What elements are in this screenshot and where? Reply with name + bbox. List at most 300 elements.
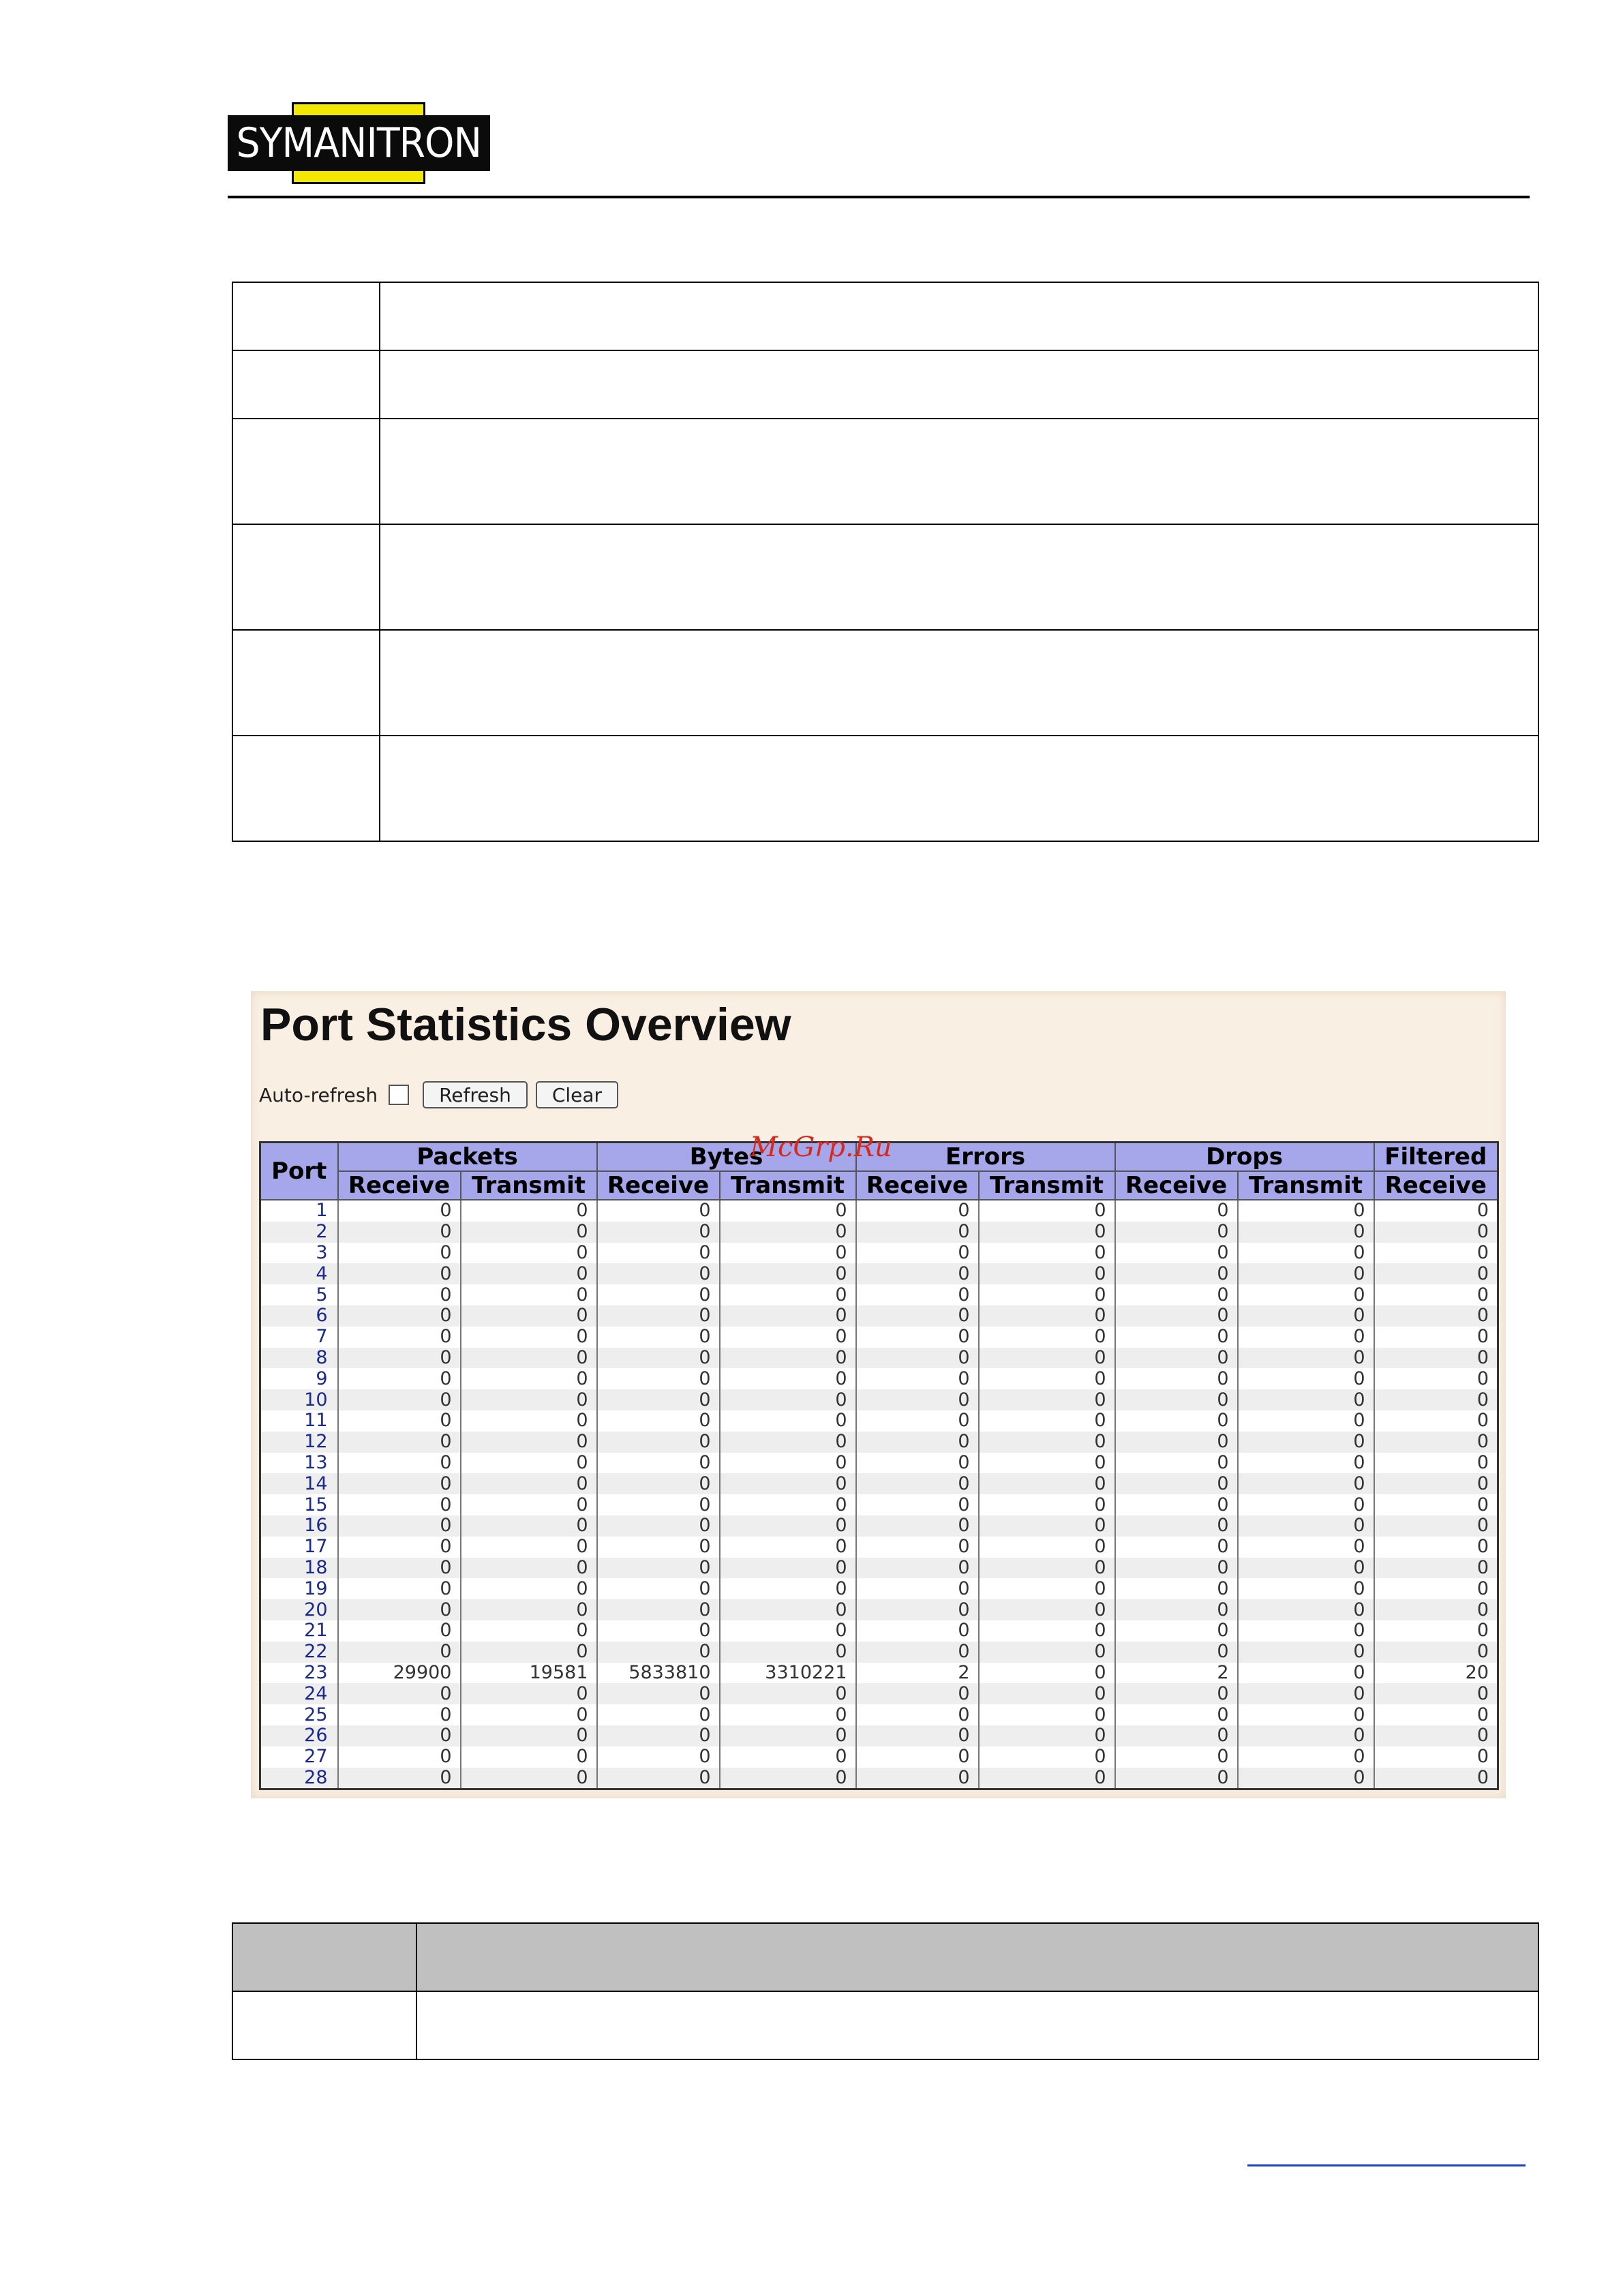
table-header-cell	[416, 1923, 1538, 1991]
logo-black-band	[228, 115, 490, 171]
auto-refresh-checkbox[interactable]	[389, 1085, 409, 1105]
stat-value-cell: 0	[720, 1768, 856, 1789]
table-row	[260, 1558, 1498, 1579]
stat-value-cell: 0	[720, 1537, 856, 1558]
stat-value-cell: 0	[1115, 1473, 1238, 1494]
stat-value-cell: 0	[856, 1725, 979, 1747]
stat-value-cell: 0	[597, 1348, 720, 1369]
stat-value-cell: 0	[597, 1768, 720, 1789]
stat-value-cell: 0	[338, 1683, 461, 1704]
stat-value-cell: 0	[1115, 1222, 1238, 1243]
port-statistics-table	[259, 1141, 1499, 1790]
header-rule	[228, 196, 1530, 198]
table-row	[260, 1305, 1498, 1327]
stats-table-body	[260, 1200, 1498, 1789]
stat-value-cell: 0	[1238, 1494, 1374, 1515]
port-number-cell: 9	[260, 1368, 338, 1389]
stat-value-cell: 0	[720, 1305, 856, 1327]
stat-value-cell: 0	[1238, 1537, 1374, 1558]
table-cell	[380, 350, 1538, 419]
stat-value-cell: 0	[338, 1305, 461, 1327]
stat-value-cell: 0	[338, 1578, 461, 1599]
stat-value-cell: 0	[461, 1578, 597, 1599]
stat-value-cell: 0	[856, 1704, 979, 1725]
stat-value-cell: 0	[597, 1494, 720, 1515]
stat-value-cell: 0	[1115, 1704, 1238, 1725]
stat-value-cell: 0	[1374, 1725, 1498, 1747]
stat-value-cell: 0	[979, 1663, 1115, 1684]
stat-value-cell: 0	[461, 1683, 597, 1704]
stat-value-cell: 0	[597, 1453, 720, 1474]
table-cell	[232, 1991, 416, 2059]
stat-value-cell: 0	[979, 1389, 1115, 1410]
stat-value-cell: 0	[979, 1410, 1115, 1432]
stat-value-cell: 0	[1115, 1348, 1238, 1369]
stat-value-cell: 0	[1238, 1768, 1374, 1789]
table-cell	[380, 630, 1538, 736]
port-number-cell: 28	[260, 1768, 338, 1789]
group-header-packets: Packets	[338, 1143, 597, 1172]
stat-value-cell: 0	[597, 1222, 720, 1243]
stat-value-cell: 19581	[461, 1663, 597, 1684]
stat-value-cell: 0	[856, 1368, 979, 1389]
table-row	[232, 282, 1538, 350]
table-row	[260, 1747, 1498, 1768]
stat-value-cell: 0	[979, 1243, 1115, 1264]
stat-value-cell: 0	[461, 1389, 597, 1410]
stat-value-cell: 0	[1374, 1473, 1498, 1494]
stat-value-cell: 0	[856, 1620, 979, 1642]
stat-value-cell: 0	[597, 1263, 720, 1284]
stat-value-cell: 0	[720, 1725, 856, 1747]
stat-value-cell: 0	[461, 1368, 597, 1389]
stat-value-cell: 0	[338, 1494, 461, 1515]
stat-value-cell: 0	[338, 1263, 461, 1284]
stat-value-cell: 0	[856, 1222, 979, 1243]
stat-value-cell: 0	[1238, 1368, 1374, 1389]
stat-value-cell: 0	[597, 1558, 720, 1579]
table-row	[260, 1243, 1498, 1264]
stat-value-cell: 0	[856, 1348, 979, 1369]
stat-value-cell: 0	[597, 1368, 720, 1389]
stat-value-cell: 0	[1115, 1768, 1238, 1789]
stat-value-cell: 3310221	[720, 1663, 856, 1684]
stat-value-cell: 0	[338, 1222, 461, 1243]
sub-header: Receive	[338, 1171, 461, 1200]
table-row	[260, 1599, 1498, 1620]
port-number-cell: 6	[260, 1305, 338, 1327]
stat-value-cell: 0	[1115, 1327, 1238, 1348]
sub-header: Receive	[1374, 1171, 1498, 1200]
stat-value-cell: 0	[979, 1305, 1115, 1327]
stat-value-cell: 0	[720, 1368, 856, 1389]
stat-value-cell: 0	[979, 1263, 1115, 1284]
stat-value-cell: 0	[1374, 1683, 1498, 1704]
table-row	[260, 1642, 1498, 1663]
stat-value-cell: 0	[338, 1453, 461, 1474]
port-number-cell: 27	[260, 1747, 338, 1768]
stat-value-cell: 0	[1115, 1389, 1238, 1410]
stat-value-cell: 0	[856, 1683, 979, 1704]
stat-value-cell: 2	[1115, 1663, 1238, 1684]
stat-value-cell: 0	[338, 1558, 461, 1579]
table-row	[260, 1200, 1498, 1222]
table-row	[260, 1494, 1498, 1515]
stat-value-cell: 0	[1238, 1704, 1374, 1725]
stat-value-cell: 0	[979, 1348, 1115, 1369]
stat-value-cell: 0	[1374, 1494, 1498, 1515]
port-number-cell: 13	[260, 1453, 338, 1474]
stat-value-cell: 0	[1374, 1620, 1498, 1642]
stat-value-cell: 0	[1238, 1410, 1374, 1432]
stat-value-cell: 0	[720, 1599, 856, 1620]
stat-value-cell: 0	[720, 1389, 856, 1410]
stat-value-cell: 0	[1115, 1642, 1238, 1663]
stat-value-cell: 0	[338, 1200, 461, 1222]
table-row	[260, 1348, 1498, 1369]
stat-value-cell: 0	[1115, 1515, 1238, 1537]
stat-value-cell: 0	[1374, 1453, 1498, 1474]
stat-value-cell: 0	[1374, 1200, 1498, 1222]
table-row	[260, 1327, 1498, 1348]
port-number-cell: 2	[260, 1222, 338, 1243]
stat-value-cell: 0	[979, 1768, 1115, 1789]
stat-value-cell: 0	[979, 1642, 1115, 1663]
stat-value-cell: 0	[597, 1432, 720, 1453]
stat-value-cell: 0	[1238, 1725, 1374, 1747]
table-cell	[380, 736, 1538, 841]
description-table-top	[232, 282, 1539, 842]
stat-value-cell: 0	[856, 1515, 979, 1537]
stat-value-cell: 0	[597, 1537, 720, 1558]
stat-value-cell: 0	[1115, 1410, 1238, 1432]
stat-value-cell: 0	[979, 1599, 1115, 1620]
port-number-cell: 7	[260, 1327, 338, 1348]
table-cell	[232, 282, 380, 350]
stat-value-cell: 0	[1238, 1683, 1374, 1704]
table-cell	[232, 524, 380, 630]
stat-value-cell: 0	[1115, 1599, 1238, 1620]
stat-value-cell: 0	[1238, 1263, 1374, 1284]
stat-value-cell: 0	[856, 1410, 979, 1432]
stat-value-cell: 0	[1115, 1263, 1238, 1284]
port-number-cell: 20	[260, 1599, 338, 1620]
sub-header: Transmit	[1238, 1171, 1374, 1200]
port-number-cell: 24	[260, 1683, 338, 1704]
stat-value-cell: 0	[1115, 1558, 1238, 1579]
table-row	[260, 1725, 1498, 1747]
stat-value-cell: 0	[1115, 1494, 1238, 1515]
stat-value-cell: 0	[1238, 1515, 1374, 1537]
stat-value-cell: 0	[979, 1683, 1115, 1704]
stat-value-cell: 0	[720, 1453, 856, 1474]
stat-value-cell: 0	[979, 1200, 1115, 1222]
table-cell	[416, 1991, 1538, 2059]
stat-value-cell: 0	[597, 1327, 720, 1348]
stat-value-cell: 0	[597, 1200, 720, 1222]
stat-value-cell: 29900	[338, 1663, 461, 1684]
port-number-cell: 5	[260, 1284, 338, 1305]
stat-value-cell: 0	[597, 1410, 720, 1432]
stat-value-cell: 0	[979, 1327, 1115, 1348]
stat-value-cell: 0	[720, 1473, 856, 1494]
table-row	[232, 736, 1538, 841]
group-header-bytes: Bytes	[597, 1143, 856, 1172]
table-row	[260, 1389, 1498, 1410]
stat-value-cell: 0	[1238, 1348, 1374, 1369]
stat-value-cell: 0	[338, 1704, 461, 1725]
stat-value-cell: 0	[1374, 1747, 1498, 1768]
stat-value-cell: 0	[1115, 1537, 1238, 1558]
stat-value-cell: 0	[1374, 1578, 1498, 1599]
stat-value-cell: 0	[720, 1747, 856, 1768]
stat-value-cell: 0	[856, 1453, 979, 1474]
stat-value-cell: 0	[856, 1389, 979, 1410]
stat-value-cell: 0	[597, 1578, 720, 1599]
stat-value-cell: 0	[597, 1704, 720, 1725]
port-number-cell: 3	[260, 1243, 338, 1264]
table-row	[232, 350, 1538, 419]
stat-value-cell: 0	[597, 1725, 720, 1747]
table-cell	[232, 630, 380, 736]
stat-value-cell: 0	[461, 1473, 597, 1494]
stat-value-cell: 0	[338, 1768, 461, 1789]
stat-value-cell: 0	[1238, 1389, 1374, 1410]
stat-value-cell: 0	[597, 1243, 720, 1264]
page-title: Port Statistics Overview	[260, 999, 791, 1051]
stat-value-cell: 0	[1115, 1305, 1238, 1327]
port-number-cell: 26	[260, 1725, 338, 1747]
stat-value-cell: 0	[1374, 1368, 1498, 1389]
stat-value-cell: 0	[1238, 1327, 1374, 1348]
stat-value-cell: 0	[1115, 1747, 1238, 1768]
stats-table-wrap	[259, 1141, 1497, 1790]
stat-value-cell: 0	[1374, 1348, 1498, 1369]
stat-value-cell: 0	[856, 1494, 979, 1515]
stat-value-cell: 0	[461, 1432, 597, 1453]
stat-value-cell: 0	[856, 1558, 979, 1579]
stat-value-cell: 0	[597, 1305, 720, 1327]
stat-value-cell: 0	[856, 1305, 979, 1327]
port-number-cell: 19	[260, 1578, 338, 1599]
stat-value-cell: 0	[461, 1515, 597, 1537]
stat-value-cell: 0	[720, 1410, 856, 1432]
stat-value-cell: 0	[720, 1222, 856, 1243]
port-number-cell: 8	[260, 1348, 338, 1369]
stat-value-cell: 0	[1374, 1768, 1498, 1789]
table-sub-header-row	[260, 1171, 1498, 1200]
stat-value-cell: 0	[461, 1263, 597, 1284]
port-number-cell: 25	[260, 1704, 338, 1725]
group-header-drops: Drops	[1115, 1143, 1374, 1172]
port-number-cell: 14	[260, 1473, 338, 1494]
stat-value-cell: 0	[1115, 1578, 1238, 1599]
stat-value-cell: 0	[720, 1704, 856, 1725]
stat-value-cell: 0	[461, 1704, 597, 1725]
table-cell	[380, 524, 1538, 630]
stat-value-cell: 0	[338, 1348, 461, 1369]
stat-value-cell: 0	[1374, 1515, 1498, 1537]
stat-value-cell: 0	[1238, 1222, 1374, 1243]
stat-value-cell: 0	[720, 1263, 856, 1284]
stat-value-cell: 0	[979, 1578, 1115, 1599]
stat-value-cell: 0	[461, 1558, 597, 1579]
stat-value-cell: 0	[1238, 1558, 1374, 1579]
stat-value-cell: 0	[856, 1432, 979, 1453]
stat-value-cell: 0	[461, 1768, 597, 1789]
stat-value-cell: 0	[720, 1327, 856, 1348]
stat-value-cell: 0	[461, 1410, 597, 1432]
table-row	[232, 1991, 1538, 2059]
stat-value-cell: 0	[1238, 1473, 1374, 1494]
stat-value-cell: 0	[979, 1473, 1115, 1494]
stat-value-cell: 0	[597, 1747, 720, 1768]
stat-value-cell: 0	[1115, 1368, 1238, 1389]
stat-value-cell: 0	[1374, 1642, 1498, 1663]
stat-value-cell: 0	[1238, 1432, 1374, 1453]
stat-value-cell: 0	[1238, 1200, 1374, 1222]
stat-value-cell: 0	[338, 1284, 461, 1305]
stat-value-cell: 0	[338, 1327, 461, 1348]
sub-header: Receive	[597, 1171, 720, 1200]
stat-value-cell: 0	[461, 1305, 597, 1327]
stat-value-cell: 0	[338, 1620, 461, 1642]
stat-value-cell: 0	[461, 1200, 597, 1222]
stat-value-cell: 0	[856, 1200, 979, 1222]
sub-header: Receive	[856, 1171, 979, 1200]
table-row	[260, 1222, 1498, 1243]
table-cell	[380, 282, 1538, 350]
port-number-cell: 17	[260, 1537, 338, 1558]
table-cell	[380, 419, 1538, 524]
port-number-cell: 1	[260, 1200, 338, 1222]
stat-value-cell: 0	[856, 1243, 979, 1264]
table-header-row	[232, 1923, 1538, 1991]
sub-header: Receive	[1115, 1171, 1238, 1200]
stat-value-cell: 0	[856, 1284, 979, 1305]
port-number-cell: 12	[260, 1432, 338, 1453]
refresh-controls	[259, 1081, 626, 1108]
stat-value-cell: 0	[720, 1620, 856, 1642]
stat-value-cell: 0	[856, 1327, 979, 1348]
stat-value-cell: 0	[338, 1368, 461, 1389]
stat-value-cell: 0	[461, 1453, 597, 1474]
table-row	[260, 1284, 1498, 1305]
port-statistics-panel	[251, 991, 1506, 1798]
stat-value-cell: 0	[979, 1222, 1115, 1243]
stat-value-cell: 0	[597, 1389, 720, 1410]
port-number-cell: 18	[260, 1558, 338, 1579]
stat-value-cell: 0	[338, 1389, 461, 1410]
stat-value-cell: 0	[1374, 1537, 1498, 1558]
stat-value-cell: 0	[1115, 1725, 1238, 1747]
stat-value-cell: 0	[461, 1537, 597, 1558]
stat-value-cell: 0	[338, 1642, 461, 1663]
stat-value-cell: 0	[1238, 1747, 1374, 1768]
stat-value-cell: 0	[461, 1243, 597, 1264]
clear-button[interactable]: Clear	[536, 1081, 618, 1108]
stat-value-cell: 0	[720, 1348, 856, 1369]
stat-value-cell: 0	[461, 1327, 597, 1348]
stat-value-cell: 2	[856, 1663, 979, 1684]
table-row	[232, 524, 1538, 630]
group-header-errors: Errors	[856, 1143, 1115, 1172]
stat-value-cell: 0	[1115, 1453, 1238, 1474]
stat-value-cell: 0	[461, 1725, 597, 1747]
sub-header: Transmit	[979, 1171, 1115, 1200]
stat-value-cell: 0	[338, 1473, 461, 1494]
port-number-cell: 15	[260, 1494, 338, 1515]
stat-value-cell: 0	[1238, 1243, 1374, 1264]
stat-value-cell: 0	[1374, 1263, 1498, 1284]
stat-value-cell: 0	[720, 1200, 856, 1222]
stat-value-cell: 0	[1374, 1432, 1498, 1453]
stat-value-cell: 0	[338, 1537, 461, 1558]
table-row	[260, 1368, 1498, 1389]
table-cell	[232, 736, 380, 841]
table-row	[260, 1578, 1498, 1599]
table-row	[260, 1663, 1498, 1684]
stat-value-cell: 0	[979, 1704, 1115, 1725]
stat-value-cell: 0	[979, 1515, 1115, 1537]
stat-value-cell: 0	[338, 1599, 461, 1620]
stat-value-cell: 0	[461, 1348, 597, 1369]
stat-value-cell: 0	[720, 1284, 856, 1305]
stat-value-cell: 0	[979, 1620, 1115, 1642]
stat-value-cell: 0	[979, 1284, 1115, 1305]
table-row	[260, 1432, 1498, 1453]
stat-value-cell: 0	[1238, 1305, 1374, 1327]
stat-value-cell: 0	[979, 1494, 1115, 1515]
stat-value-cell: 0	[597, 1473, 720, 1494]
table-row	[232, 419, 1538, 524]
stat-value-cell: 0	[856, 1599, 979, 1620]
stat-value-cell: 0	[597, 1642, 720, 1663]
stat-value-cell: 0	[720, 1578, 856, 1599]
stat-value-cell: 0	[597, 1515, 720, 1537]
stat-value-cell: 0	[720, 1494, 856, 1515]
stat-value-cell: 0	[461, 1222, 597, 1243]
stat-value-cell: 0	[1238, 1642, 1374, 1663]
stat-value-cell: 0	[1115, 1683, 1238, 1704]
stat-value-cell: 0	[1374, 1305, 1498, 1327]
stat-value-cell: 0	[597, 1683, 720, 1704]
stat-value-cell: 0	[979, 1747, 1115, 1768]
stat-value-cell: 0	[720, 1432, 856, 1453]
port-number-cell: 4	[260, 1263, 338, 1284]
stat-value-cell: 0	[856, 1747, 979, 1768]
table-row	[260, 1263, 1498, 1284]
footer-link[interactable]	[1247, 2164, 1526, 2166]
port-header: Port	[260, 1143, 338, 1200]
description-table-bottom	[232, 1922, 1539, 2060]
stat-value-cell: 0	[461, 1747, 597, 1768]
table-row	[260, 1768, 1498, 1789]
stat-value-cell: 0	[1374, 1558, 1498, 1579]
stat-value-cell: 0	[1238, 1599, 1374, 1620]
table-row	[260, 1515, 1498, 1537]
logo-text: SYMANITRON	[236, 119, 482, 167]
stat-value-cell: 0	[856, 1578, 979, 1599]
stat-value-cell: 0	[1374, 1410, 1498, 1432]
refresh-button[interactable]: Refresh	[423, 1081, 528, 1108]
port-number-cell: 22	[260, 1642, 338, 1663]
stat-value-cell: 0	[461, 1620, 597, 1642]
table-row	[260, 1537, 1498, 1558]
port-number-cell: 10	[260, 1389, 338, 1410]
stat-value-cell: 0	[338, 1432, 461, 1453]
stat-value-cell: 0	[979, 1537, 1115, 1558]
